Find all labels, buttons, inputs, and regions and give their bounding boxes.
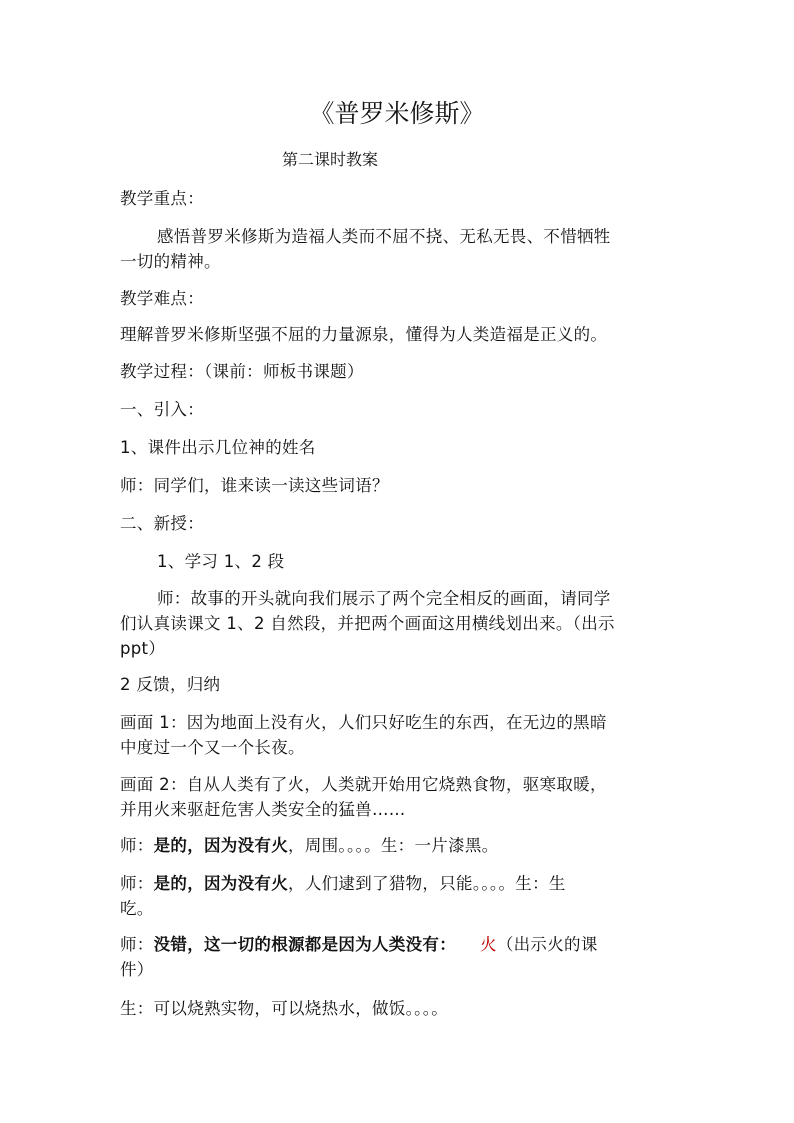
step-1: 1、课件出示几位神的姓名 bbox=[120, 438, 316, 457]
focus-paragraph bbox=[120, 224, 675, 274]
doc-title: 《普罗米修斯》 bbox=[309, 99, 485, 128]
difficulty-text: 理解普罗米修斯坚强不屈的力量源泉，懂得为人类造福是正义的。 bbox=[120, 325, 608, 344]
difficulty-heading: 教学难点： bbox=[120, 289, 204, 308]
teacher-intro-line-1: 师：故事的开头就向我们展示了两个完全相反的画面，请同学 bbox=[157, 589, 611, 608]
dialogue-2 bbox=[120, 871, 675, 921]
scene-1-line-2: 中度过一个又一个长夜。 bbox=[120, 738, 305, 757]
focus-line-2: 一切的精神。 bbox=[120, 252, 221, 271]
dialogue-1-rest: ，周围。。。。生：一片漆黑。 bbox=[288, 836, 499, 855]
scene-1-paragraph bbox=[120, 710, 675, 760]
section-intro-heading: 一、引入： bbox=[120, 400, 204, 419]
scene-2-line-2: 并用火来驱赶危害人类安全的猛兽…… bbox=[120, 800, 406, 819]
dialogue-2-speaker: 师： bbox=[120, 874, 154, 893]
dialogue-2-line-2: 吃。 bbox=[120, 899, 154, 918]
dialogue-3-line-2: 件） bbox=[120, 960, 154, 979]
dialogue-3-rest: （出示火的课 bbox=[496, 935, 598, 954]
dialogue-1-speaker: 师： bbox=[120, 836, 154, 855]
teacher-intro-line-3: ppt） bbox=[120, 639, 166, 658]
teacher-intro-paragraph bbox=[120, 586, 675, 661]
teacher-intro-line-2: 们认真读课文 1、2 自然段，并把两个画面这用横线划出来。（出示 bbox=[120, 614, 615, 633]
dialogue-3-speaker: 师： bbox=[120, 935, 154, 954]
scene-2-paragraph bbox=[120, 772, 675, 822]
dialogue-2-rest: ，人们逮到了猎物，只能。。。。生：生 bbox=[288, 874, 566, 893]
subsection-1: 1、学习 1、2 段 bbox=[157, 552, 285, 571]
focus-line-1: 感悟普罗米修斯为造福人类而不屈不挠、无私无畏、不惜牺牲 bbox=[157, 227, 611, 246]
teacher-question-1: 师：同学们，谁来读一读这些词语？ bbox=[120, 476, 389, 495]
process-heading: 教学过程：（课前：师板书课题） bbox=[120, 362, 364, 381]
scene-2-line-1: 画面 2：自从人类有了火，人类就开始用它烧熟食物，驱寒取暖， bbox=[120, 775, 607, 794]
focus-heading: 教学重点： bbox=[120, 189, 204, 208]
doc-subtitle: 第二课时教案 bbox=[282, 150, 379, 169]
dialogue-2-bold: 是的，因为没有火 bbox=[153, 874, 289, 893]
student-answer: 生：可以烧熟实物，可以烧热水，做饭。。。。 bbox=[120, 999, 449, 1018]
dialogue-1-bold: 是的，因为没有火 bbox=[153, 836, 289, 855]
feedback-heading: 2 反馈，归纳 bbox=[120, 675, 221, 694]
dialogue-3-bold: 没错，这一切的根源都是因为人类没有： bbox=[153, 935, 457, 954]
section-new-heading: 二、新授： bbox=[120, 514, 204, 533]
scene-1-line-1: 画面 1：因为地面上没有火，人们只好吃生的东西，在无边的黑暗 bbox=[120, 713, 607, 732]
dialogue-3 bbox=[120, 932, 675, 982]
dialogue-3-fire-word: 火 bbox=[480, 935, 497, 954]
dialogue-1 bbox=[120, 833, 675, 858]
